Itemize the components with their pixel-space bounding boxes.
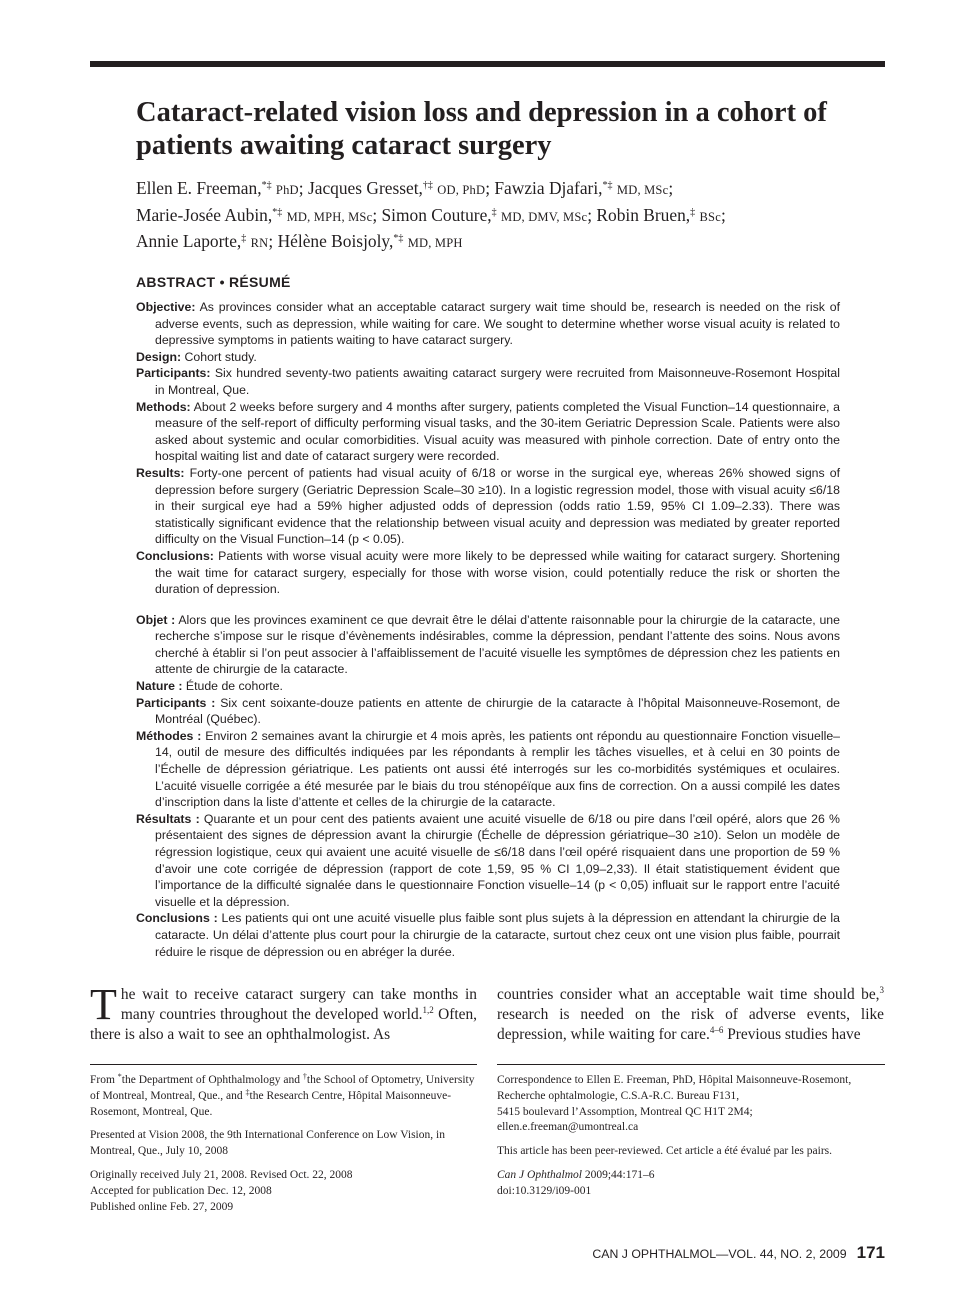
running-footer	[548, 1243, 885, 1263]
abstract-body	[136, 299, 840, 960]
abstract-fr-objet: Objet : Alors que les provinces examinent ce que devrait être le délai d’attente raisonnable pour la chirurgie de la cataracte, une recherche s’impose sur le risque d’évènements indésirables, comme la dépression, pendant l’attente des soins. Nous avons cherché à établir si l’on peut associer à l’affaiblissement de l’acuité visuelle les symptômes de dépression chez les patients en attente de chirurgie de la cataracte.	[136, 612, 840, 677]
drop-cap: T	[90, 980, 117, 1029]
author: Ellen E. Freeman,*‡ PhD;	[136, 178, 308, 198]
reference-marker: 4–6	[709, 1025, 724, 1035]
abstract-fr-nature: Nature : Étude de cohorte.	[136, 679, 283, 694]
correspondence: Correspondence to Ellen E. Freeman, PhD, Hôpital Maisonneuve-Rosemont, Recherche ophtalmologie, C.S.A-R.C. Bureau F131, 5415 boulevard l’Assomption, Montreal QC H1T 2M4; ellen.e.freeman@umontreal.ca	[497, 1074, 852, 1134]
abstract-en-objective: Objective: As provinces consider what an acceptable cataract surgery wait time should be, research is needed on the risk of adverse events, such as depression, while waiting for care. We sought to determine whether worse visual acuity is related to depressive symptoms in patients waiting to have cataract surgery.	[136, 300, 840, 348]
page-number: 171	[856, 1243, 885, 1262]
reference-marker: 1,2	[422, 1005, 434, 1015]
abstract-en-design: Design: Cohort study.	[136, 349, 257, 364]
citation: Can J Ophthalmol 2009;44:171–6 doi:10.3129/i09-001	[497, 1168, 655, 1197]
author: Simon Couture,‡ MD, DMV, MSc;	[381, 204, 597, 225]
publication-history: Originally received July 21, 2008. Revised Oct. 22, 2008 Accepted for publication Dec. 12, 2008 Published online Feb. 27, 2009	[90, 1168, 353, 1213]
correspondence-email[interactable]: ellen.e.freeman@umontreal.ca	[497, 1121, 639, 1134]
author: Robin Bruen,‡ BSc;	[596, 204, 726, 225]
abstract-fr-methodes: Méthodes : Environ 2 semaines avant la chirurgie et 4 mois après, les patients ont répondu au questionnaire Fonction visuelle–14, outil de mesure des difficultés indiquées par les répondants à remplir les tâches visuelles, et à celui en 30 points de l’Échelle de dépression gériatrique. Les patients ont aussi été interrogés sur les co-morbidités systémiques et oculaires. L’acuité visuelle corrigée a été mesurée par le biais du trou sténopéïque aux fins de correction. On a aussi compilé les dates d’inscription dans la liste d’attente et celles de la chirurgie de la cataracte.	[136, 728, 841, 810]
footnotes-right	[497, 1073, 885, 1208]
abstract-en-results: Results: Forty-one percent of patients had visual acuity of 6/18 or worse in the surgical eye, whereas 26% showed signs of depression before surgery (Geriatric Depression Scale–30 ≥10). In a logistic regression model, those with visual acuity ≤6/18 in their surgical eye had a 59% higher adjusted odds of depression (odds ratio 1.59, 95% CI 1.09–2.33). There was statistically significant evidence that the relationship between visual acuity and depression was mediated by greater reported difficulty on the Visual Function–14 (p < 0.05).	[136, 465, 840, 547]
peer-review-note: This article has been peer-reviewed. Cet article a été évalué par les pairs.	[497, 1145, 833, 1158]
top-rule	[90, 61, 885, 67]
body-text-left: The wait to receive cataract surgery can take months in many countries throughout the developed world.$^{1,2}$ Often, there is also a wait to see an ophthalmologist. As	[90, 980, 477, 1043]
abstract-fr-participants: Participants : Six cent soixante-douze patients en attente de chirurgie de la cataracte à l’hôpital Maisonneuve-Rosemont, de Montréal (Québec).	[136, 695, 841, 727]
author: Hélène Boisjoly,*‡ MD, MPH	[277, 231, 463, 251]
footnotes-left	[90, 1073, 477, 1223]
author: Marie-Josée Aubin,*‡ MD, MPH, MSc;	[136, 204, 382, 225]
abstract-en-conclusions: Conclusions: Patients with worse visual acuity were more likely to be depressed while waiting for cataract surgery. Shortening the wait time for cataract surgery, especially for those with worse vision, could potentially reduce the risk or shorten the duration of depression.	[136, 548, 840, 597]
abstract-heading: ABSTRACT • RÉSUMÉ	[136, 274, 291, 290]
doi[interactable]: doi:10.3129/i09-001	[497, 1184, 592, 1197]
presented-note: Presented at Vision 2008, the 9th International Conference on Low Vision, in Montreal, Que., July 10, 2008	[90, 1129, 445, 1158]
abstract-fr-conclusions: Conclusions : Les patients qui ont une acuité visuelle plus faible sont plus sujets à la dépression en attendant la chirurgie de la cataracte. Un délai d’attente plus court pour la chirurgie de la cataracte, surtout chez ceux ont une vision plus faible, pourrait réduire le risque de dépression ou en abréger la durée.	[136, 911, 840, 959]
author: Annie Laporte,‡ RN;	[136, 231, 278, 251]
reference-marker: 3	[879, 985, 884, 995]
author: Fawzia Djafari,*‡ MD, MSc;	[494, 178, 674, 198]
author: Jacques Gresset,†‡ OD, PhD;	[307, 178, 495, 198]
footnote-divider-right	[497, 1064, 885, 1065]
abstract-fr-resultats: Résultats : Quarante et un pour cent des patients avaient une acuité visuelle de 6/18 ou pire dans l’œil opéré, alors que 26 % présentaient des signes de dépression avant la chirurgie (Échelle de dépression gériatrique–30 ≥10). Selon un modèle de régression logistique, ceux qui avaient une acuité visuelle de ≤6/18 dans l’œil opéré risquaient dans une proportion de 59 % d’avoir une cote corrigée de dépression (rapport de cote 1,59, 95 % CI 1,09–2,33). Il était statistiquement évident que l’importance de la difficulté signalée dans le questionnaire Fonction visuelle–14 (p < 0,05) influait sur le rapport entre l’acuité visuelle et la dépression.	[136, 811, 840, 909]
article-title: Cataract-related vision loss and depression in a cohort of patients awaiting cataract surgery	[136, 97, 827, 161]
abstract-en-methods: Methods: About 2 weeks before surgery and 4 months after surgery, patients completed the Visual Function–14 questionnaire, a measure of the self-report of difficulty performing visual tasks, and the 30-item Geriatric Depression Scale. Patients were also asked about systemic and ocular comorbidities. Visual acuity was measured with pinhole correction. Date of entry onto the hospital waiting list and date of cataract surgery were recorded.	[136, 399, 840, 464]
affiliations: From *the Department of Ophthalmology and †the School of Optometry, University of Montreal, Montreal, Que., and ‡the Research Centre, Hôpital Maisonneuve-Rosemont, Montreal, Que.	[90, 1072, 475, 1118]
footnote-divider-left	[90, 1064, 477, 1065]
running-journal: CAN J OPHTHALMOL—VOL. 44, NO. 2, 2009	[592, 1247, 847, 1261]
body-text-right: countries consider what an acceptable wait time should be,$^3$ research is needed on the risk of adverse events, like depression, while waiting for care.$^{4-6}$ Previous studies have	[497, 985, 884, 1043]
author-list	[136, 176, 856, 256]
abstract-en-participants: Participants: Six hundred seventy-two patients awaiting cataract surgery were recruited from Maisonneuve-Rosemont Hospital in Montreal, Que.	[136, 366, 841, 397]
